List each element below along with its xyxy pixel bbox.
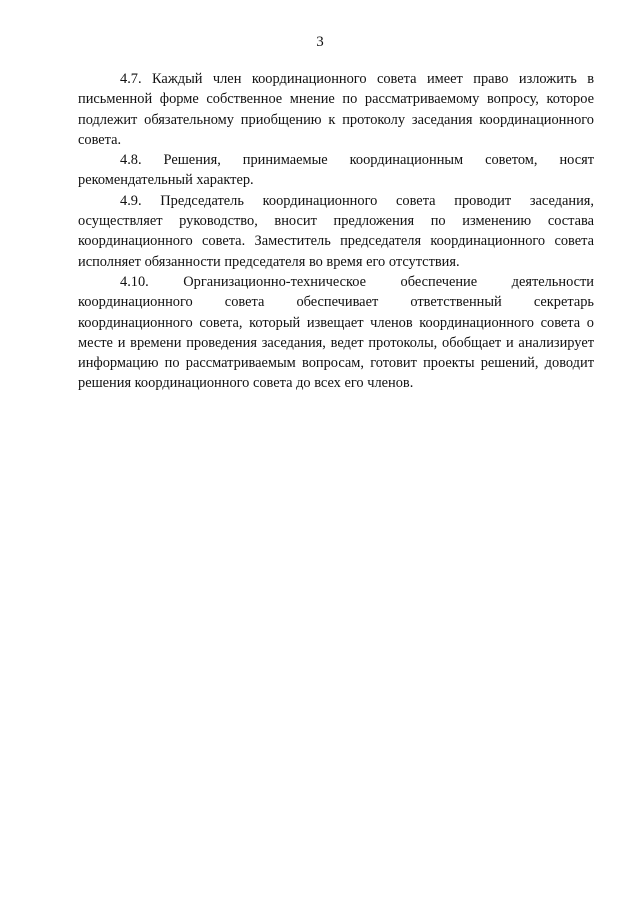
paragraph-4-10: 4.10. Организационно-техническое обеспечение деятельности координационного совета обеспечивает ответственный секретарь координационного совета, который извещает членов координационного совета о месте и времени проведения заседания, ведет протоколы, обобщает и анализирует информацию по рассматриваемым вопросам, готовит проекты решений, доводит решения координационного совета до всех его членов. [78, 273, 594, 392]
paragraph-4-7: 4.7. Каждый член координационного совета имеет право изложить в письменной форме собственное мнение по рассматриваемому вопросу, которое подлежит обязательному приобщению к протоколу заседания координационного совета. [78, 71, 594, 148]
document-body [78, 69, 594, 394]
page-number: 3 [316, 34, 324, 50]
paragraph-4-8: 4.8. Решения, принимаемые координационным советом, носят рекомендательный характер. [78, 152, 594, 189]
paragraph-4-9: 4.9. Председатель координационного совета проводит заседания, осуществляет руководство, вносит предложения по изменению состава координационного совета. Заместитель председателя координационного совета исполняет обязанности председателя во время его отсутствия. [78, 192, 594, 270]
